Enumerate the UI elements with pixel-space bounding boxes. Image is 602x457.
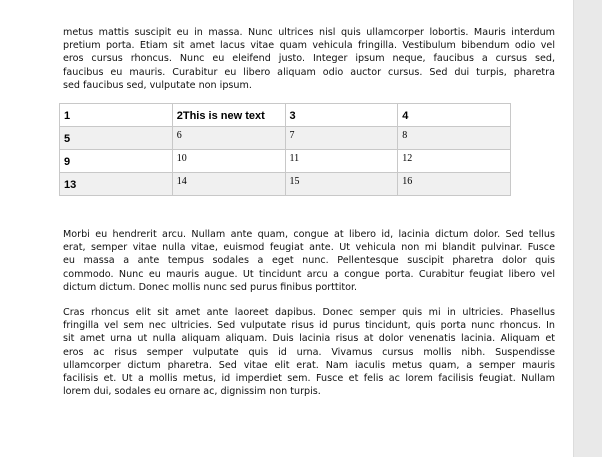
table-row bbox=[60, 173, 511, 196]
table-cell[interactable]: 3 bbox=[285, 104, 398, 127]
data-table bbox=[59, 103, 511, 196]
paragraph-line: sit amet urna ut nulla aliquam aliquam. Duis lacinia risus at dolor venenatis lacinia. Aliquam et bbox=[63, 333, 555, 345]
table-cell[interactable]: 4 bbox=[398, 104, 511, 127]
paragraph-line: eu massa a ante tempus sodales a eget nunc. Pellentesque suscipit pharetra dolor quis bbox=[63, 255, 555, 267]
paragraph-line: facilisis et. Ut a mollis metus, id imperdiet sem. Fusce et felis ac lorem facilisis feugiat. Nullam bbox=[63, 373, 555, 385]
table-cell[interactable]: 5 bbox=[60, 127, 173, 150]
table-cell[interactable]: 8 bbox=[398, 127, 511, 150]
paragraph-line: dictum dictum. Donec mollis nunc sed purus finibus porttitor. bbox=[63, 281, 358, 293]
paragraph-line: lorem dui, sodales eu ornare ac, dignissim non turpis. bbox=[63, 386, 321, 398]
paragraph-line: sed faucibus sed, vulputate non ipsum. bbox=[63, 79, 252, 91]
paragraph-line: metus mattis suscipit eu in massa. Nunc ultrices nisl quis ullamcorper lobortis. Mauris interdum bbox=[63, 27, 555, 38]
paragraph-line: eros ac risus semper vulputate quis id urna. Vivamus cursus mollis nibh. Suspendisse bbox=[63, 346, 555, 358]
table-cell[interactable]: 15 bbox=[285, 173, 398, 196]
paragraph-line: erat, semper vitae nulla vitae, euismod feugiat ante. Ut vehicula non mi blandit pulvinar. Fusce bbox=[63, 242, 555, 254]
table-row bbox=[60, 150, 511, 173]
paragraph-1 bbox=[63, 26, 555, 92]
table-row bbox=[60, 104, 511, 127]
paragraph-line: pretium porta. Etiam sit amet lacus vitae quam vehicula fringilla. Vestibulum bibendum odio vel bbox=[63, 40, 555, 52]
paragraph-2 bbox=[63, 228, 555, 294]
paragraph-3 bbox=[63, 306, 555, 398]
vertical-scrollbar[interactable] bbox=[573, 0, 602, 457]
table-cell[interactable]: 6 bbox=[172, 127, 285, 150]
paragraph-line: commodo. Nunc eu mauris augue. Ut tincidunt arcu a congue porta. Curabitur feugiat libero vel bbox=[63, 268, 555, 280]
paragraph-line: Cras rhoncus elit sit amet ante laoreet dapibus. Donec semper quis mi in ultricies. Phasellus bbox=[63, 307, 555, 318]
table-cell[interactable]: 12 bbox=[398, 150, 511, 173]
table-row bbox=[60, 127, 511, 150]
paragraph-line: ullamcorper dictum pharetra. Sed vitae elit erat. Nam iaculis metus quam, a semper mauris bbox=[63, 359, 555, 371]
paragraph-line: eros cursus rhoncus. Nunc eu eleifend justo. Integer ipsum neque, faucibus a cursus sed, bbox=[63, 53, 555, 65]
table-cell[interactable]: 16 bbox=[398, 173, 511, 196]
table-cell[interactable]: 7 bbox=[285, 127, 398, 150]
table-cell[interactable]: 10 bbox=[172, 150, 285, 173]
paragraph-line: fringilla vel sem nec ultricies. Sed vulputate risus id purus tincidunt, quis porta nunc rhoncus. In bbox=[63, 320, 555, 332]
paragraph-line: faucibus eu mauris. Curabitur eu libero aliquam odio auctor cursus. Sed dui turpis, pharetra bbox=[63, 66, 555, 78]
table-cell[interactable]: 1 bbox=[60, 104, 173, 127]
table-cell[interactable]: 13 bbox=[60, 173, 173, 196]
table-cell[interactable]: 2This is new text bbox=[172, 104, 285, 127]
table-cell[interactable]: 14 bbox=[172, 173, 285, 196]
paragraph-line: Morbi eu hendrerit arcu. Nullam ante quam, congue at libero id, lacinia dictum dolor. Sed tellus bbox=[63, 229, 555, 240]
table-cell[interactable]: 9 bbox=[60, 150, 173, 173]
table-cell[interactable]: 11 bbox=[285, 150, 398, 173]
